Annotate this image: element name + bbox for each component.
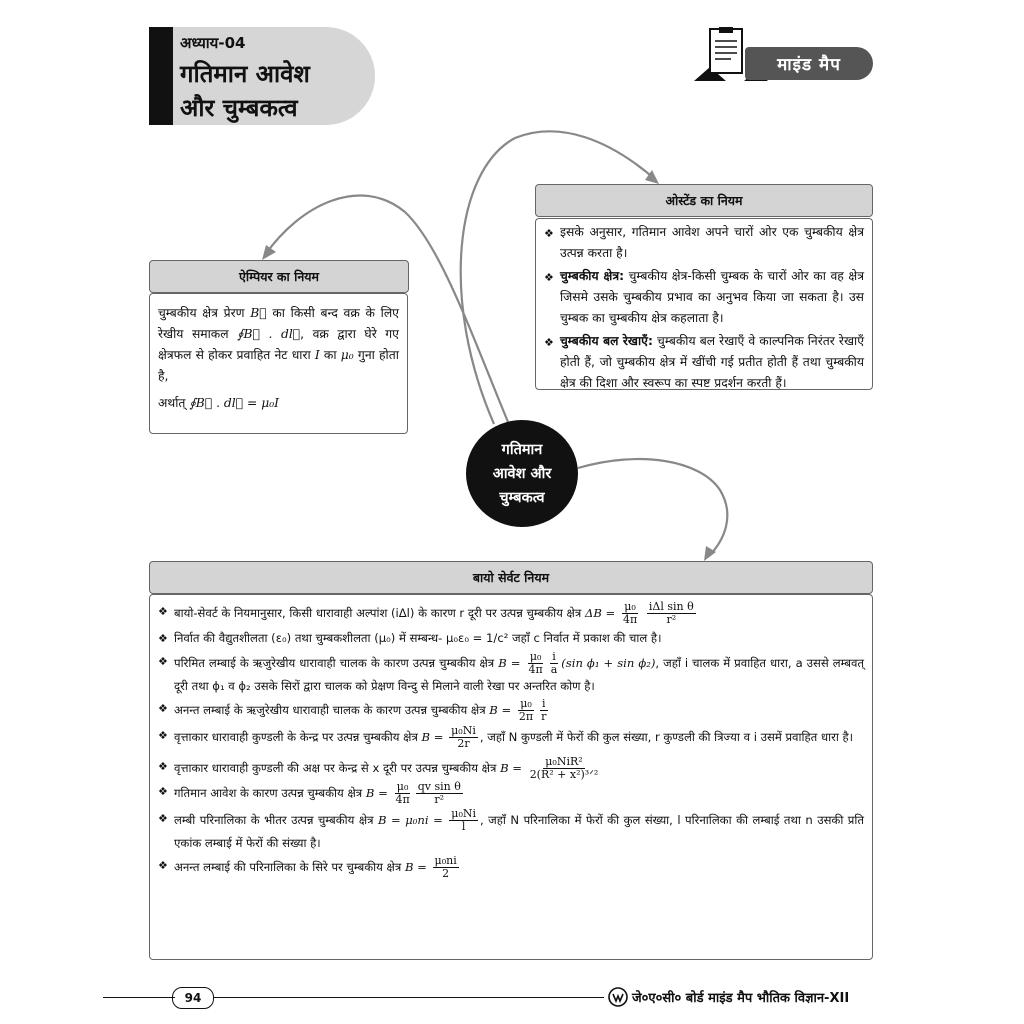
oersted-body [535,218,873,390]
diamond-bullet-icon: ❖ [158,632,168,645]
oersted-item [544,266,864,329]
biot-item: ❖ परिमित लम्बाई के ऋजुरेखीय धारावाही चालक के कारण उत्पन्न चुम्बकीय क्षेत्र B = $\frac{\text{μ₀}}{4\pi}$ $\frac{i}{a}$ (sin ϕ₁ + sin ϕ₂), जहाँ i चालक में प्रवाहित धारा, a उससे लम्बवत् दूरी तथा ϕ₁ व ϕ₂ उसके सिरों द्वारा चालक को प्रेक्षण विन्दु से मिलाने वाली रेखा पर अन्तरित कोण है। [158,651,864,696]
biot-body [149,594,873,960]
ampere-symbol-mu0: μ₀ [340,348,354,362]
center-topic-line2: आवेश और [492,465,552,482]
ampere-text5: गुना होता है, [158,348,399,383]
arrow-to-biot [578,459,727,557]
ampere-text1: चुम्बकीय क्षेत्र प्रेरण [158,306,245,320]
oersted-item-label: चुम्बकीय क्षेत्र: [560,269,625,283]
oersted-title: ओस्टेंड का नियम [535,184,873,217]
diamond-bullet-icon: ❖ [158,729,168,742]
ampere-law-formula: ∮B⃗ . dl⃗ = μ₀I [189,396,280,410]
oersted-item [544,222,864,264]
oersted-item-label: चुम्बकीय बल रेखाएँ: [560,334,653,348]
mind-map-badge: माइंड मैप [745,47,873,80]
chapter-bar [149,27,173,125]
chapter-title-line1: गतिमान आवेश [180,60,310,88]
diamond-bullet-icon: ❖ [158,812,168,825]
oersted-item-text: इसके अनुसार, गतिमान आवेश अपने चारों ओर एक चुम्बकीय क्षेत्र उत्पन्न करता है। [560,225,864,260]
biot-item: ❖ बायो-सेवर्ट के नियमानुसार, किसी धारावाही अल्पांश (iΔl) के कारण r दूरी पर उत्पन्न चुम्बकीय क्षेत्र ΔB = $\frac{\text{μ₀}}{4\pi}$ $\frac{\text{iΔl sin θ}}{\text{r²}}$ [158,600,694,626]
diamond-bullet-icon: ❖ [158,655,168,668]
chapter-title-line2: और चुम्बकत्व [180,94,298,122]
oersted-item [544,331,864,394]
biot-item: ❖ गतिमान आवेश के कारण उत्पन्न चुम्बकीय क्षेत्र B = $\frac{\text{μ₀}}{4\pi}$ $\frac{\text{qv sin θ}}{\text{r²}}$ [158,780,461,806]
ampere-symbol-i: I [314,348,320,362]
biot-item: ❖ वृत्ताकार धारावाही कुण्डली की अक्ष पर केन्द्र से x दूरी पर उत्पन्न चुम्बकीय क्षेत्र B = $\frac{\text{μ₀NiR²}}{\text{2(R² + x²)³ᐟ²}}$ [158,755,599,781]
page-number: 94 [172,987,214,1009]
oersted-item-text: चुम्बकीय बल रेखाएँ वे काल्पनिक निरंतर रेखाएँ होती हैं, जो चुम्बकीय क्षेत्र में खींची गई प्रतीत होती हैं तथा चुम्बकीय क्षेत्र की दिशा और स्वरूप का स्पष्ट प्रदर्शन करती हैं। [560,334,865,390]
biot-item: ❖ निर्वात की वैद्युतशीलता (ε₀) तथा चुम्बकशीलता (μ₀) में सम्बन्ध- μ₀ε₀ = 1/c² जहाँ c निर्वात में प्रकाश की चाल है। [158,628,864,649]
diamond-bullet-icon: ❖ [544,336,554,349]
diamond-bullet-icon: ❖ [158,702,168,715]
ampere-text4: का [323,348,337,362]
diamond-bullet-icon: ❖ [544,271,554,284]
footer-rule-left [103,997,175,998]
diamond-bullet-icon: ❖ [158,605,168,618]
book-title: जे०ए०सी० बोर्ड माइंड मैप भौतिक विज्ञान-XII [632,991,850,1006]
center-topic-node [466,420,578,527]
diamond-bullet-icon: ❖ [544,227,554,240]
ampere-integral: ∮B⃗ . dl⃗ [237,327,301,341]
diamond-bullet-icon: ❖ [158,760,168,773]
biot-item: ❖ अनन्त लम्बाई की परिनालिका के सिरे पर चुम्बकीय क्षेत्र B = $\frac{\text{μ₀ni}}{2}$ [158,854,457,880]
footer-rule-right [214,997,604,998]
biot-title: बायो सेर्वट नियम [149,561,873,594]
ampere-text3: , वक्र द्वारा घेरे गए क्षेत्रफल से होकर प्रवाहित नेट धारा [158,327,399,362]
oersted-item-text: चुम्बकीय क्षेत्र-किसी चुम्बक के चारों ओर का वह क्षेत्र जिसमे उसके चुम्बकीय प्रभाव का अनुभव किया जा सकता है। उस चुम्बक का चुम्बकीय क्षेत्र कहलाता है। [560,269,864,325]
ampere-symbol-b: B⃗ [250,306,267,320]
diamond-bullet-icon: ❖ [158,859,168,872]
ampere-body [149,293,408,434]
ampere-arthat: अर्थात् [158,396,186,410]
chapter-number: अध्याय-04 [180,34,246,52]
biot-item: ❖ अनन्त लम्बाई के ऋजुरेखीय धारावाही चालक के कारण उत्पन्न चुम्बकीय क्षेत्र B = $\frac{\text{μ₀}}{2\pi}$ $\frac{i}{r}$ [158,697,547,723]
center-topic-line1: गतिमान [501,441,543,458]
biot-item: ❖ वृत्ताकार धारावाही कुण्डली के केन्द्र पर उत्पन्न चुम्बकीय क्षेत्र B = $\frac{\text{μ₀Ni}}{2r}$ , जहाँ N कुण्डली में फेरों की कुल संख्या, r कुण्डली की त्रिज्या व i उसमें प्रवाहित धारा है। [158,724,854,750]
ampere-text2: का किसी बन्द वक्र के लिए रेखीय समाकल [158,306,399,341]
center-topic-line3: चुम्बकत्व [499,489,545,506]
biot-item: ❖ लम्बी परिनालिका के भीतर उत्पन्न चुम्बकीय क्षेत्र B = μ₀ni = $\frac{\text{μ₀Ni}}{l}$ , जहाँ N परिनालिका में फेरों की कुल संख्या, l परिनालिका की लम्बाई तथा n उसकी प्रति एकांक लम्बाई में फेरों की संख्या है। [158,808,864,853]
ampere-title: ऐम्पियर का नियम [149,260,409,293]
diamond-bullet-icon: ❖ [158,785,168,798]
publisher-logo-icon [608,987,628,1007]
